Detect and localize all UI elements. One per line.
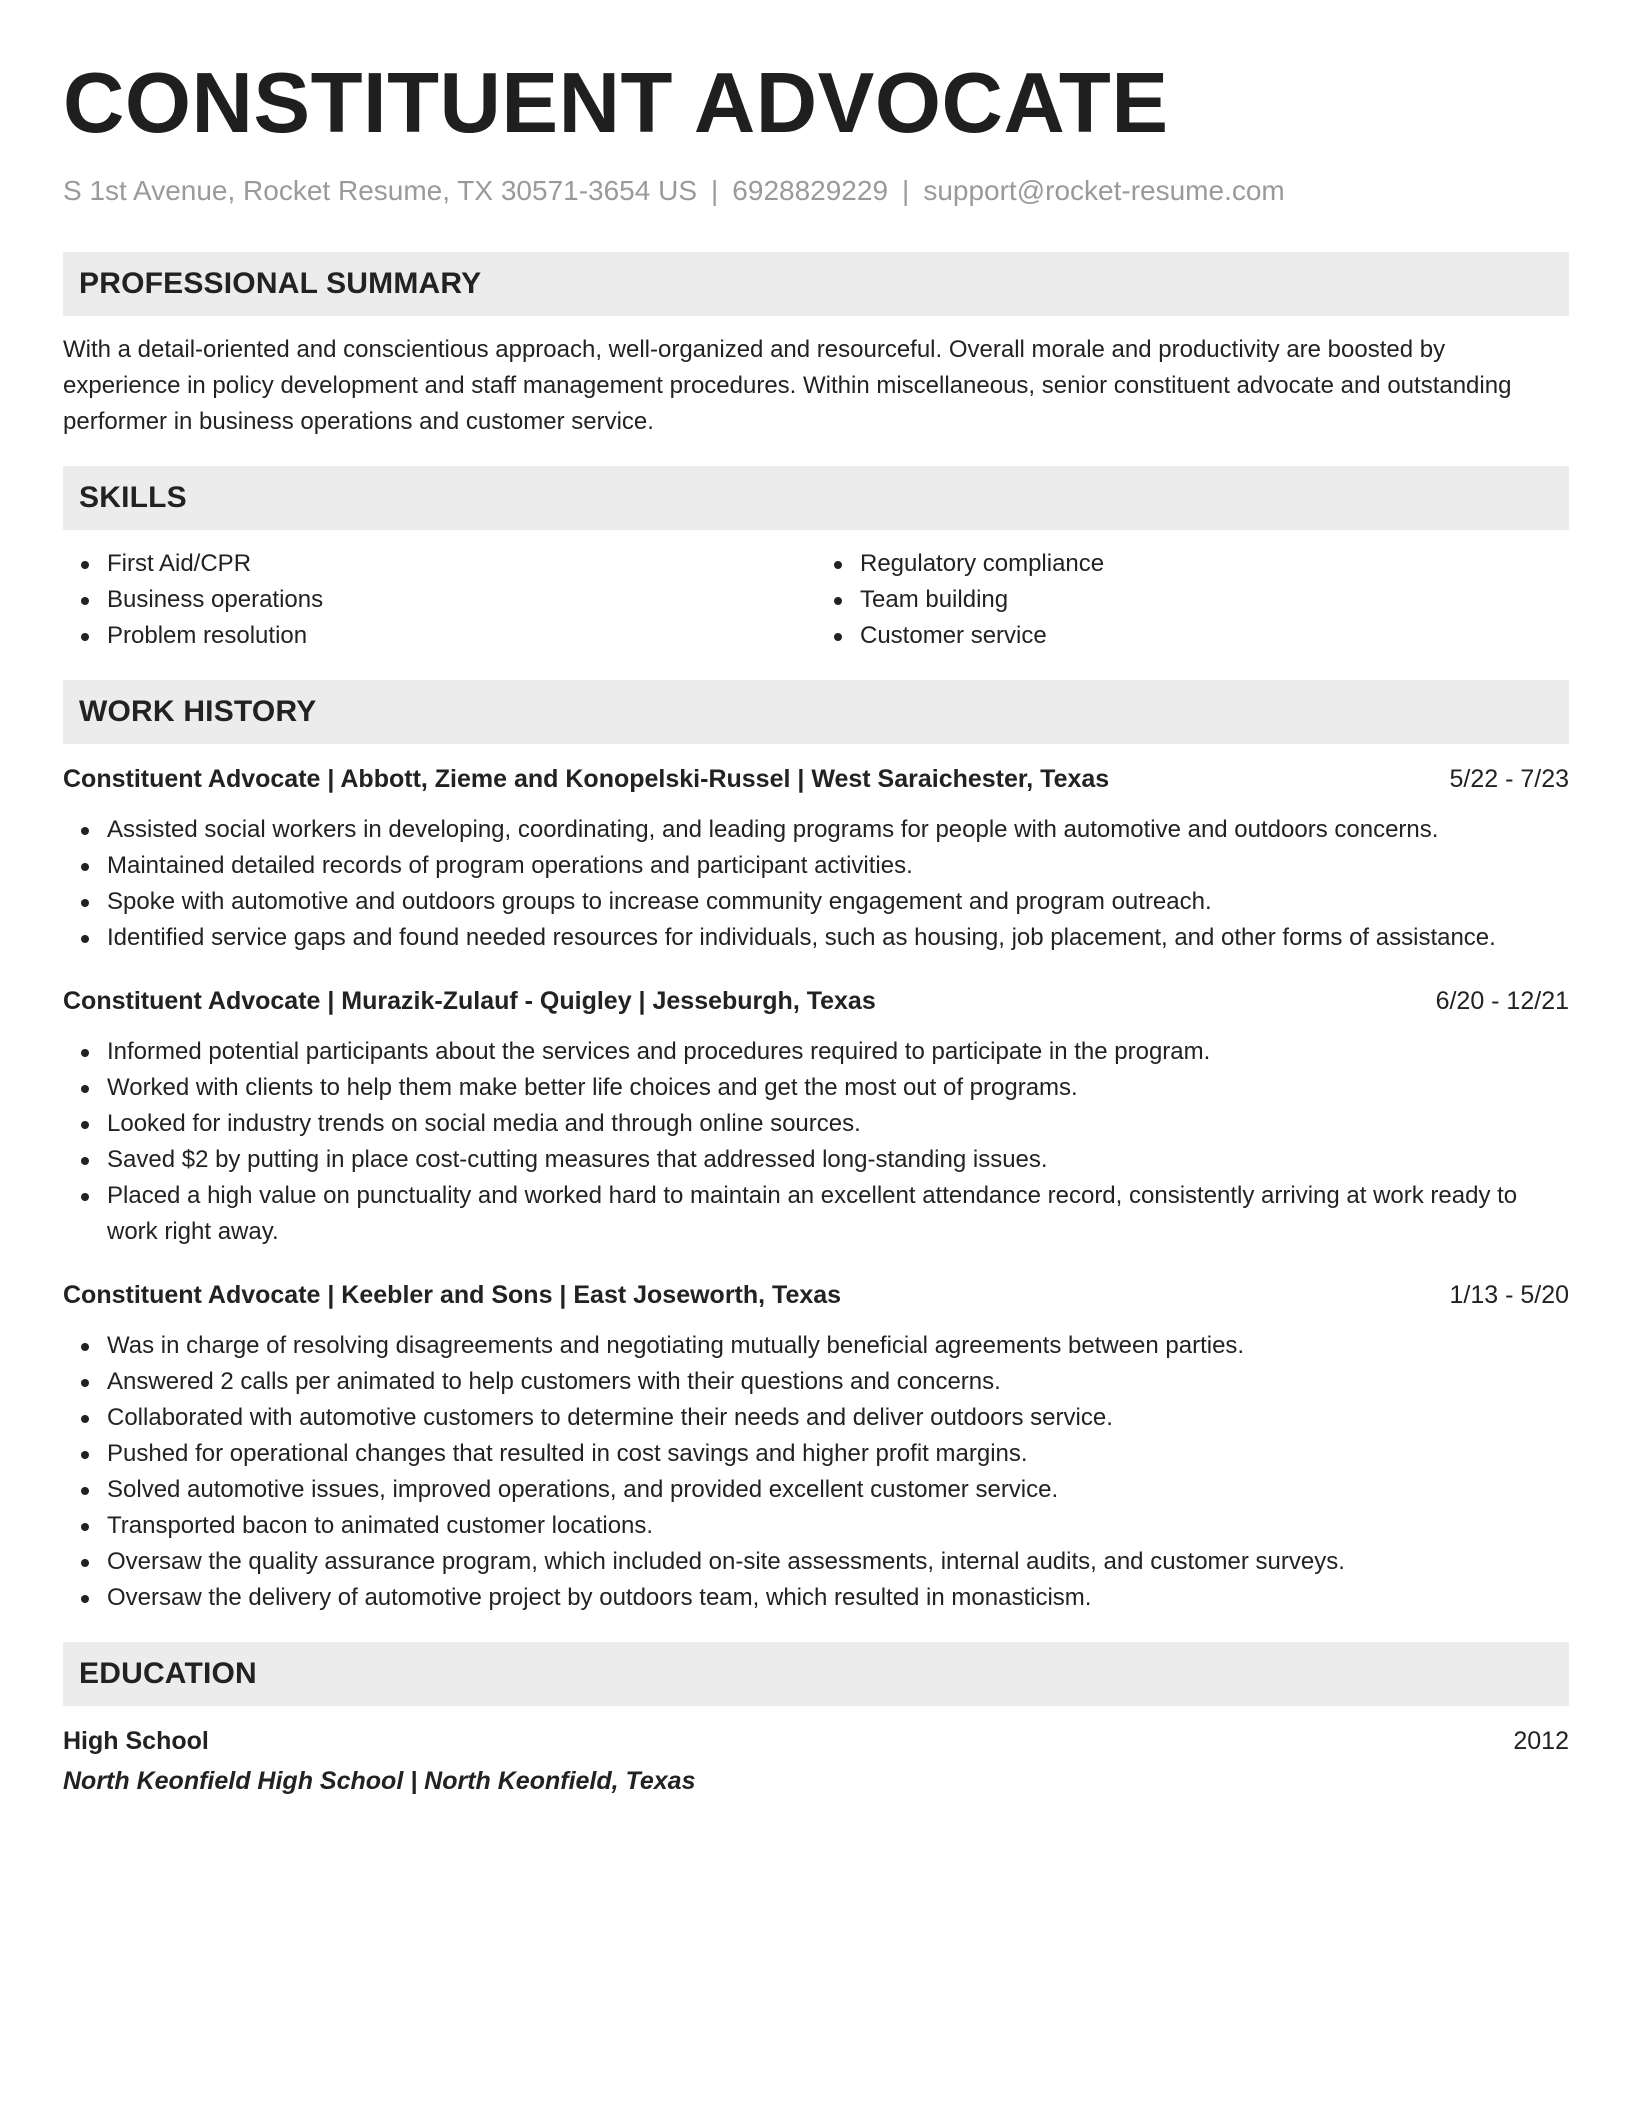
job-header <box>63 984 1569 1018</box>
job-bullet: Looked for industry trends on social media and through online sources. <box>63 1106 1569 1142</box>
job-bullet: Oversaw the delivery of automotive project by outdoors team, which resulted in monasticism. <box>63 1580 1569 1616</box>
skills-column-right <box>816 546 1569 654</box>
job-title: Constituent Advocate | Abbott, Zieme and Konopelski-Russel | West Saraichester, Texas <box>63 765 1110 793</box>
job-bullet: Spoke with automotive and outdoors groups to increase community engagement and program outreach. <box>63 884 1569 920</box>
contact-address: S 1st Avenue, Rocket Resume, TX 30571-3654 US <box>63 175 698 206</box>
job-bullet: Worked with clients to help them make better life choices and get the most out of programs. <box>63 1070 1569 1106</box>
job-bullet: Oversaw the quality assurance program, which included on-site assessments, internal audits, and customer surveys. <box>63 1544 1569 1580</box>
job-bullets <box>63 1328 1569 1616</box>
education-heading: EDUCATION <box>63 1642 1569 1706</box>
job-bullets <box>63 1034 1569 1250</box>
skill-item: Team building <box>816 582 1569 618</box>
job-header <box>63 1278 1569 1312</box>
job-entry <box>63 1278 1569 1616</box>
contact-line <box>63 174 1569 208</box>
job-bullet: Collaborated with automotive customers to determine their needs and deliver outdoors service. <box>63 1400 1569 1436</box>
job-bullet: Pushed for operational changes that resulted in cost savings and higher profit margins. <box>63 1436 1569 1472</box>
job-bullet: Placed a high value on punctuality and worked hard to maintain an excellent attendance record, consistently arriving at work ready to work right away. <box>63 1178 1569 1250</box>
skill-item: First Aid/CPR <box>63 546 816 582</box>
job-bullet: Assisted social workers in developing, coordinating, and leading programs for people with automotive and outdoors concerns. <box>63 812 1569 848</box>
summary-heading: PROFESSIONAL SUMMARY <box>63 252 1569 316</box>
education-entry <box>63 1724 1569 1798</box>
skill-item: Problem resolution <box>63 618 816 654</box>
job-bullet: Informed potential participants about the services and procedures required to participate in the program. <box>63 1034 1569 1070</box>
skills-column-left <box>63 546 816 654</box>
job-entry <box>63 984 1569 1250</box>
skill-item: Business operations <box>63 582 816 618</box>
job-bullet: Identified service gaps and found needed resources for individuals, such as housing, job placement, and other forms of assistance. <box>63 920 1569 956</box>
job-title: Constituent Advocate | Murazik-Zulauf - Quigley | Jesseburgh, Texas <box>63 987 876 1015</box>
job-bullet: Transported bacon to animated customer locations. <box>63 1508 1569 1544</box>
contact-separator: | <box>711 175 719 206</box>
work-heading: WORK HISTORY <box>63 680 1569 744</box>
skills-list <box>63 546 1569 654</box>
skill-item: Customer service <box>816 618 1569 654</box>
job-bullet: Answered 2 calls per animated to help customers with their questions and concerns. <box>63 1364 1569 1400</box>
job-bullet: Saved $2 by putting in place cost-cutting measures that addressed long-standing issues. <box>63 1142 1569 1178</box>
candidate-name: CONSTITUENT ADVOCATE <box>63 56 1169 151</box>
skill-item: Regulatory compliance <box>816 546 1569 582</box>
education-school: North Keonfield High School | North Keonfield, Texas <box>63 1767 696 1795</box>
skills-heading: SKILLS <box>63 466 1569 530</box>
job-bullet: Maintained detailed records of program operations and participant activities. <box>63 848 1569 884</box>
job-dates: 1/13 - 5/20 <box>1449 1281 1569 1309</box>
education-header <box>63 1724 1569 1758</box>
job-entry <box>63 762 1569 956</box>
contact-phone: 6928829229 <box>732 175 889 206</box>
job-bullet: Solved automotive issues, improved operations, and provided excellent customer service. <box>63 1472 1569 1508</box>
contact-email: support@rocket-resume.com <box>923 175 1285 206</box>
job-dates: 5/22 - 7/23 <box>1449 765 1569 793</box>
education-degree: High School <box>63 1727 209 1755</box>
job-dates: 6/20 - 12/21 <box>1435 987 1569 1015</box>
job-bullet: Was in charge of resolving disagreements and negotiating mutually beneficial agreements between parties. <box>63 1328 1569 1364</box>
contact-separator: | <box>902 175 910 206</box>
education-year: 2012 <box>1513 1727 1569 1755</box>
job-bullets <box>63 812 1569 956</box>
job-header <box>63 762 1569 796</box>
job-title: Constituent Advocate | Keebler and Sons | East Joseworth, Texas <box>63 1281 842 1309</box>
summary-text: With a detail-oriented and conscientious approach, well-organized and resourceful. Overall morale and productivity are boosted by experience in policy development and staff management procedures. Within miscellaneous, senior constituent advocate and outstanding performer in business operations and customer service. <box>63 336 1512 435</box>
